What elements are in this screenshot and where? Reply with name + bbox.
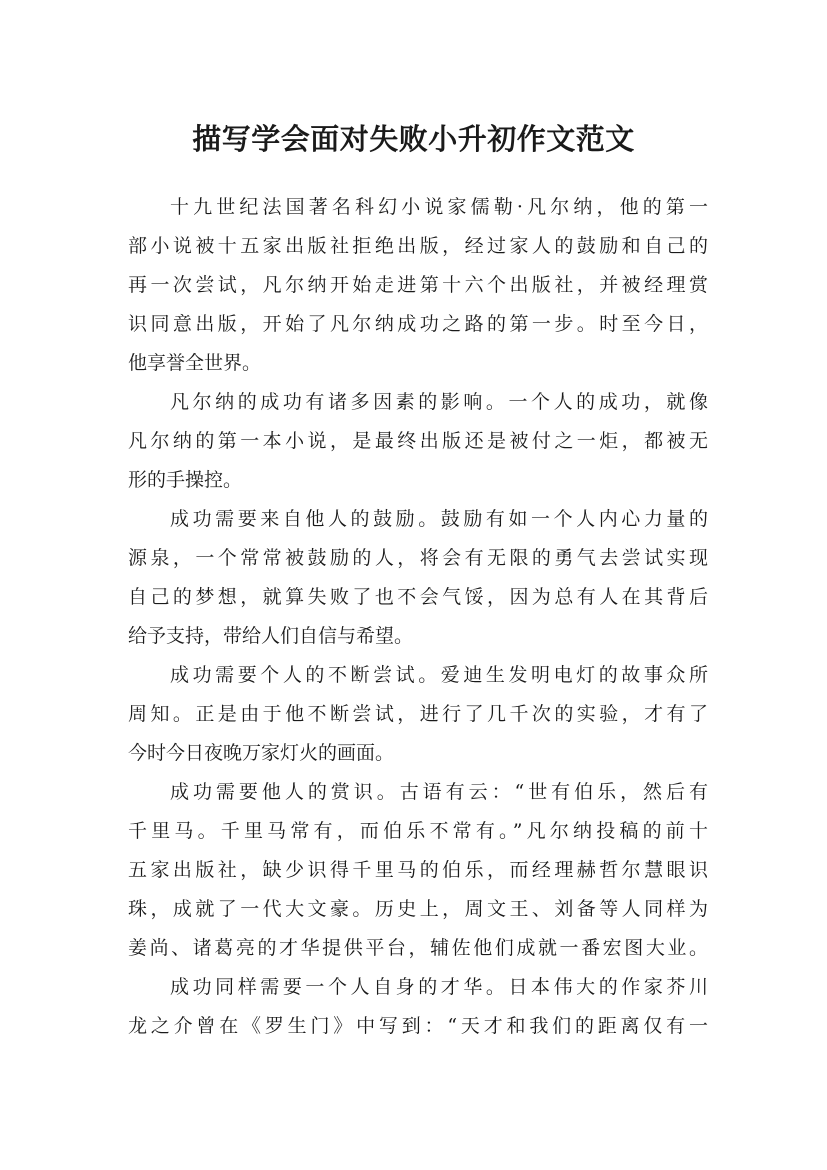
document-body bbox=[128, 188, 708, 1046]
paragraph bbox=[128, 188, 708, 383]
text-line: 姜尚、诸葛亮的才华提供平台，辅佐他们成就一番宏图大业。 bbox=[128, 937, 708, 959]
text-line: 龙之介曾在《罗生门》中写到：“天才和我们的距离仅有一 bbox=[128, 1015, 708, 1037]
text-line: 今时今日夜晚万家灯火的画面。 bbox=[128, 742, 395, 764]
paragraph bbox=[128, 773, 708, 968]
document-title: 描写学会面对失败小升初作文范文 bbox=[192, 122, 635, 157]
text-line: 成功同样需要一个人自身的才华。日本伟大的作家芥川 bbox=[170, 976, 708, 998]
text-line: 成功需要他人的赏识。古语有云：“世有伯乐，然后有 bbox=[170, 781, 708, 803]
text-line: 他享誉全世界。 bbox=[128, 352, 262, 374]
text-line: 源泉，一个常常被鼓励的人，将会有无限的勇气去尝试实现 bbox=[128, 547, 708, 569]
text-line: 凡尔纳的第一本小说，是最终出版还是被付之一炬，都被无 bbox=[128, 430, 708, 452]
text-line: 识同意出版，开始了凡尔纳成功之路的第一步。时至今日， bbox=[128, 313, 708, 335]
text-line: 千里马。千里马常有，而伯乐不常有。”凡尔纳投稿的前十 bbox=[128, 820, 708, 842]
text-line: 再一次尝试，凡尔纳开始走进第十六个出版社，并被经理赏 bbox=[128, 274, 708, 296]
text-line: 成功需要来自他人的鼓励。鼓励有如一个人内心力量的 bbox=[170, 508, 708, 530]
text-line: 周知。正是由于他不断尝试，进行了几千次的实验，才有了 bbox=[128, 703, 708, 725]
text-line: 成功需要个人的不断尝试。爱迪生发明电灯的故事众所 bbox=[170, 664, 708, 686]
text-line: 形的手操控。 bbox=[128, 469, 243, 491]
text-line: 珠，成就了一代大文豪。历史上，周文王、刘备等人同样为 bbox=[128, 898, 708, 920]
text-line: 凡尔纳的成功有诸多因素的影响。一个人的成功，就像 bbox=[170, 391, 708, 413]
text-line: 自己的梦想，就算失败了也不会气馁，因为总有人在其背后 bbox=[128, 586, 708, 608]
paragraph bbox=[128, 500, 708, 656]
paragraph bbox=[128, 656, 708, 773]
text-line: 五家出版社，缺少识得千里马的伯乐，而经理赫哲尔慧眼识 bbox=[128, 859, 708, 881]
text-line: 给予支持，带给人们自信与希望。 bbox=[128, 625, 414, 647]
paragraph bbox=[128, 968, 708, 1046]
text-line: 十九世纪法国著名科幻小说家儒勒·凡尔纳，他的第一 bbox=[170, 196, 708, 218]
text-line: 部小说被十五家出版社拒绝出版，经过家人的鼓励和自己的 bbox=[128, 235, 708, 257]
paragraph bbox=[128, 383, 708, 500]
